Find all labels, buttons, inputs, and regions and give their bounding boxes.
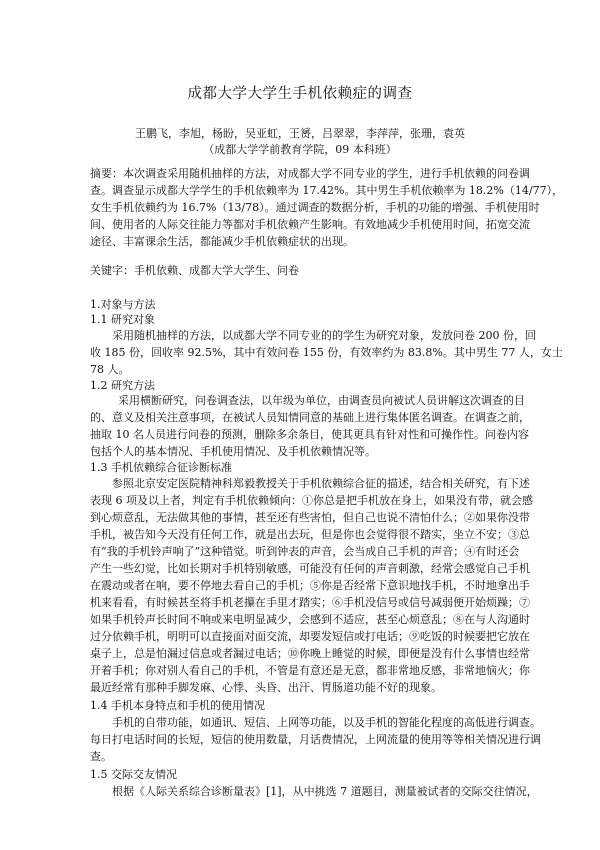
paragraph-line: 如果手机铃声长时间不响或来电明显减少，会感到不适应，甚至心烦意乱；⑧在与人沟通时: [90, 613, 530, 626]
paragraph-line: 查。: [90, 750, 112, 763]
paragraph-line: 桌子上，总是怕漏过信息或者漏过电话；⑩你晚上睡觉的时候，即便是没有什么事情也经常: [90, 647, 530, 660]
abstract-line: 查。调查显示成都大学学生的手机依赖率为 17.42%。其中男生手机依赖率为 18.2%（14/77），: [90, 184, 564, 197]
paragraph-line: 参照北京安定医院精神科郑毅教授关于手机依赖综合征的描述，结合相关研究，有下述: [112, 477, 530, 490]
paragraph-line: 的、意义及相关注意事项，在被试人员知情同意的基础上进行集体匿名调查。在调查之前，: [90, 411, 530, 424]
author-list: 王鹏飞，李旭，杨盼，吴亚虹，王赟，吕翠翠，李萍萍，张珊，袁英: [135, 127, 465, 140]
section-heading: 1.对象与方法: [90, 298, 156, 311]
paragraph-line: 机来看看，有时候甚至将手机老攥在手里才踏实；⑥手机没信号或信号减弱便开始烦躁；⑦: [90, 596, 530, 609]
paragraph-line: 到心烦意乱，无法做其他的事情，甚至还有些害怕，但自己也说不清怕什么；②如果你没带: [90, 511, 530, 524]
paragraph-line: 78 人。: [90, 363, 130, 376]
subsection-heading: 1.3 手机依赖综合征诊断标准: [90, 461, 232, 474]
author-affiliation: （成都大学学前教育学院，09 本科班）: [203, 143, 397, 156]
abstract-line: 途径、丰富课余生活，都能减少手机依赖症状的出现。: [90, 235, 354, 248]
author-block: [0, 126, 600, 158]
paragraph-line: 采用横断研究，问卷调查法，以年级为单位，由调查员向被试人员讲解这次调查的目: [118, 394, 525, 407]
paragraph-line: 有“我的手机铃声响了”这种错觉。听到钟表的声音，会当成自己手机的声音；④有时还会: [90, 545, 520, 558]
paragraph-line: 根据《人际关系综合诊断量表》[1]，从中挑选 7 道题目，测量被试者的交际交往情况，: [112, 785, 538, 798]
paragraph-line: 采用随机抽样的方法，以成都大学不同专业的的学生为研究对象，发放问卷 200 份，回: [112, 329, 536, 342]
paragraph-line: 包括个人的基本情况、手机使用情况、及手机依赖情况等。: [90, 445, 376, 458]
paragraph-line: 手机，被告知今天没有任何工作，就是出去玩，但是你也会觉得很不踏实，坐立不安；③总: [90, 528, 530, 541]
paragraph-line: 抽取 10 名人员进行问卷的预测，删除多余条目，使其更具有针对性和可操作性。问卷内容: [90, 428, 529, 441]
subsection-heading: 1.5 交际交友情况: [90, 768, 177, 781]
paragraph-line: 开着手机；你对别人看自己的手机，不管是有意还是无意，都非常地反感，非常地恼火；你: [90, 664, 530, 677]
paragraph-line: 表现 6 项及以上者，判定有手机依赖倾向：①你总是把手机放在身上，如果没有带，就会感: [90, 494, 533, 507]
paragraph-line: 过分依赖手机，明明可以直接面对面交流，却要发短信或打电话；⑨吃饭的时候要把它放在: [90, 630, 530, 643]
paragraph-line: 最近经常有那种手脚发麻、心悸、头昏、出汗、胃肠道功能不好的现象。: [90, 681, 442, 694]
paper-title: 成都大学大学生手机依赖症的调查: [187, 86, 413, 102]
subsection-heading: 1.1 研究对象: [90, 313, 155, 326]
paragraph-line: 产生一些幻觉，比如长期对手机特别敏感，可能没有任何的声音刺激，经常会感觉自己手机: [90, 562, 530, 575]
paragraph-line: 在震动或者在响，要不停地去看自己的手机；⑤你是否经常下意识地找手机，不时地拿出手: [90, 579, 530, 592]
subsection-heading: 1.4 手机本身特点和手机的使用情况: [90, 699, 265, 712]
paragraph-line: 收 185 份，回收率 92.5%，其中有效问卷 155 份，有效率约为 83.8%。其中男生 77 人，女士: [90, 346, 563, 359]
subsection-heading: 1.2 研究方法: [90, 379, 155, 392]
keywords: 关键字：手机依赖、成都大学大学生、问卷: [90, 264, 299, 277]
abstract-line: 女生手机依赖约为 16.7%（13/78）。通过调查的数据分析，手机的功能的增强、手机使用时: [90, 201, 540, 214]
paragraph-line: 手机的自带功能，如通讯、短信、上网等功能，以及手机的智能化程度的高低进行调查。: [112, 716, 541, 729]
abstract-line: 间、使用者的人际交往能力等都对手机依赖产生影响。有效地减少手机使用时间，拓宽交流: [90, 218, 530, 231]
paragraph-line: 每日打电话时间的长短，短信的使用数量，月话费情况，上网流量的使用等等相关情况进行调: [90, 733, 541, 746]
abstract-line: 摘要：本次调查采用随机抽样的方法，对成都大学不同专业的学生，进行手机依赖的问卷调: [90, 167, 530, 180]
